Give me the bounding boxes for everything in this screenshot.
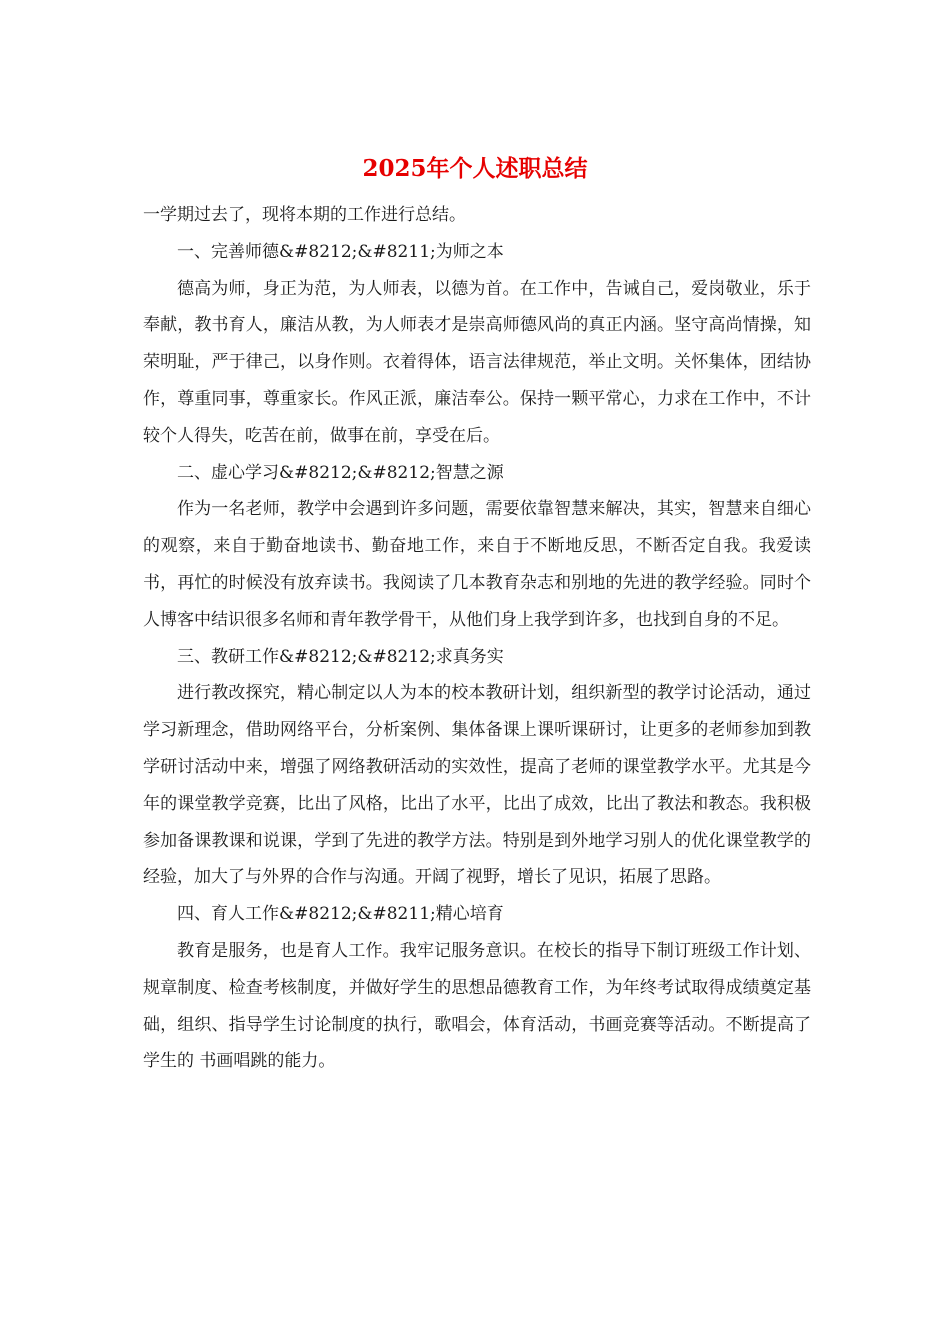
- section-body-4: 教育是服务，也是育人工作。我牢记服务意识。在校长的指导下制订班级工作计划、规章制度、检查考核制度，并做好学生的思想品德教育工作，为年终考试取得成绩奠定基础，组织、指导学生讨论制度的执行，歌唱会，体育活动，书画竞赛等活动。不断提高了学生的 书画唱跳的能力。: [143, 940, 811, 1072]
- section-body-3: 进行教改探究，精心制定以人为本的校本教研计划，组织新型的教学讨论活动，通过学习新理念，借助网络平台，分析案例、集体备课上课听课研讨，让更多的老师参加到教学研讨活动中来，增强了网络教研活动的实效性，提高了老师的课堂教学水平。尤其是今年的课堂教学竞赛，比出了风格，比出了水平，比出了成效，比出了教法和教态。我积极参加备课教课和说课，学到了先进的教学方法。特别是到外地学习别人的优化课堂教学的经验，加大了与外界的合作与沟通。开阔了视野，增长了见识，拓展了思路。: [143, 683, 811, 888]
- intro-paragraph: 一学期过去了，现将本期的工作进行总结。: [143, 205, 466, 225]
- section-heading-4: 四、育人工作&#8212;&#8211;精心培育: [177, 904, 504, 925]
- section-heading-2: 二、虚心学习&#8212;&#8212;智慧之源: [177, 462, 504, 483]
- document-title: 2025年个人述职总结: [362, 155, 588, 182]
- section-heading-3: 三、教研工作&#8212;&#8212;求真务实: [177, 646, 504, 667]
- document-body: [143, 197, 811, 1080]
- section-heading-1: 一、完善师德&#8212;&#8211;为师之本: [177, 241, 504, 262]
- section-body-1: 德高为师，身正为范，为人师表，以德为首。在工作中，告诫自己，爱岗敬业，乐于奉献，教书育人，廉洁从教，为人师表才是崇高师德风尚的真正内涵。坚守高尚情操，知荣明耻，严于律己，以身作则。衣着得体，语言法律规范，举止文明。关怀集体，团结协作，尊重同事，尊重家长。作风正派，廉洁奉公。保持一颗平常心，力求在工作中，不计较个人得失，吃苦在前，做事在前，享受在后。: [143, 278, 811, 446]
- section-body-2: 作为一名老师，教学中会遇到许多问题，需要依靠智慧来解决，其实，智慧来自细心的观察，来自于勤奋地读书、勤奋地工作，来自于不断地反思，不断否定自我。我爱读书，再忙的时候没有放弃读书。我阅读了几本教育杂志和别地的先进的教学经验。同时个人博客中结识很多名师和青年教学骨干，从他们身上我学到许多，也找到自身的不足。: [143, 499, 811, 630]
